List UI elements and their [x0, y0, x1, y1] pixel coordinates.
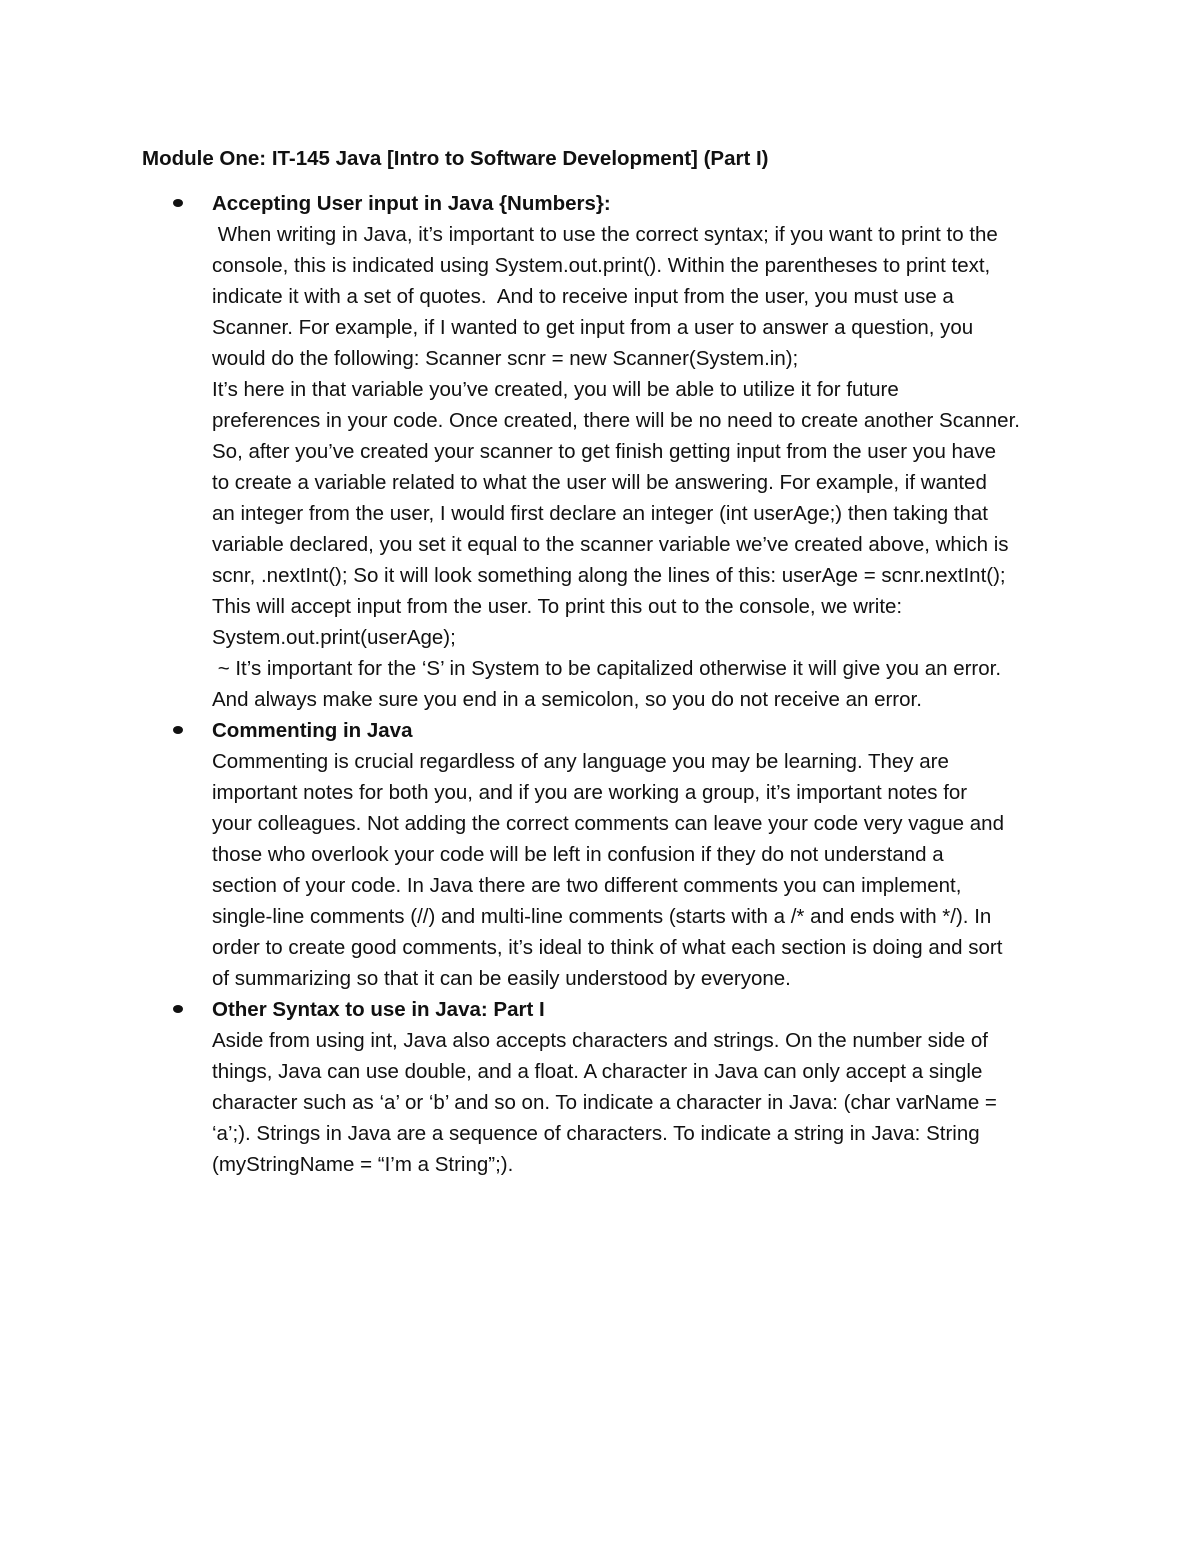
section-other-syntax — [212, 994, 1072, 1180]
paragraph-line: console, this is indicated using System.out.print(). Within the parentheses to print text, — [212, 254, 991, 277]
paragraph-line: section of your code. In Java there are two different comments you can implement, — [212, 874, 962, 897]
paragraph-line: ‘a’;). Strings in Java are a sequence of characters. To indicate a string in Java: String — [212, 1122, 980, 1145]
paragraph-line: Commenting is crucial regardless of any language you may be learning. They are — [212, 750, 949, 773]
paragraph-line: things, Java can use double, and a float. A character in Java can only accept a single — [212, 1060, 983, 1083]
paragraph-line: of summarizing so that it can be easily understood by everyone. — [212, 967, 791, 990]
bullet-icon — [173, 1005, 183, 1013]
paragraph-line: ~ It’s important for the ‘S’ in System to be capitalized otherwise it will give you an error. — [212, 657, 1002, 680]
paragraph-line: an integer from the user, I would first declare an integer (int userAge;) then taking that — [212, 502, 989, 525]
paragraph-line: Scanner. For example, if I wanted to get input from a user to answer a question, you — [212, 316, 974, 339]
paragraph-line: preferences in your code. Once created, there will be no need to create another Scanner. — [212, 409, 1020, 432]
paragraph-line: order to create good comments, it’s ideal to think of what each section is doing and sort — [212, 936, 1003, 959]
paragraph-line: (myStringName = “I’m a String”;). — [212, 1153, 514, 1176]
section-heading: Accepting User input in Java {Numbers}: — [212, 192, 611, 215]
paragraph-line: single-line comments (//) and multi-line comments (starts with a /* and ends with */). In — [212, 905, 992, 928]
section-heading: Commenting in Java — [212, 719, 413, 742]
paragraph-line: scnr, .nextInt(); So it will look something along the lines of this: userAge = scnr.nextInt(); — [212, 564, 1006, 587]
paragraph-line: indicate it with a set of quotes. And to receive input from the user, you must use a — [212, 285, 954, 308]
bullet-icon — [173, 199, 183, 207]
paragraph-line: System.out.print(userAge); — [212, 626, 456, 649]
paragraph-line: When writing in Java, it’s important to use the correct syntax; if you want to print to the — [212, 223, 998, 246]
paragraph-line: to create a variable related to what the user will be answering. For example, if wanted — [212, 471, 987, 494]
paragraph-line: character such as ‘a’ or ‘b’ and so on. To indicate a character in Java: (char varName = — [212, 1091, 997, 1114]
section-accepting-user-input — [212, 188, 1072, 715]
paragraph-line: important notes for both you, and if you are working a group, it’s important notes for — [212, 781, 968, 804]
paragraph-line: And always make sure you end in a semicolon, so you do not receive an error. — [212, 688, 922, 711]
section-commenting-in-java — [212, 715, 1072, 994]
paragraph-line: variable declared, you set it equal to the scanner variable we’ve created above, which is — [212, 533, 1009, 556]
paragraph-line: It’s here in that variable you’ve created, you will be able to utilize it for future — [212, 378, 899, 401]
paragraph-line: Aside from using int, Java also accepts characters and strings. On the number side of — [212, 1029, 988, 1052]
paragraph-line: would do the following: Scanner scnr = new Scanner(System.in); — [212, 347, 799, 370]
bullet-icon — [173, 726, 183, 734]
document-title: Module One: IT-145 Java [Intro to Software Development] (Part I) — [142, 147, 769, 170]
paragraph-line: So, after you’ve created your scanner to get finish getting input from the user you have — [212, 440, 997, 463]
paragraph-line: your colleagues. Not adding the correct comments can leave your code very vague and — [212, 812, 1004, 835]
paragraph-line: This will accept input from the user. To print this out to the console, we write: — [212, 595, 903, 618]
paragraph-line: those who overlook your code will be left in confusion if they do not understand a — [212, 843, 944, 866]
section-heading: Other Syntax to use in Java: Part I — [212, 998, 545, 1021]
